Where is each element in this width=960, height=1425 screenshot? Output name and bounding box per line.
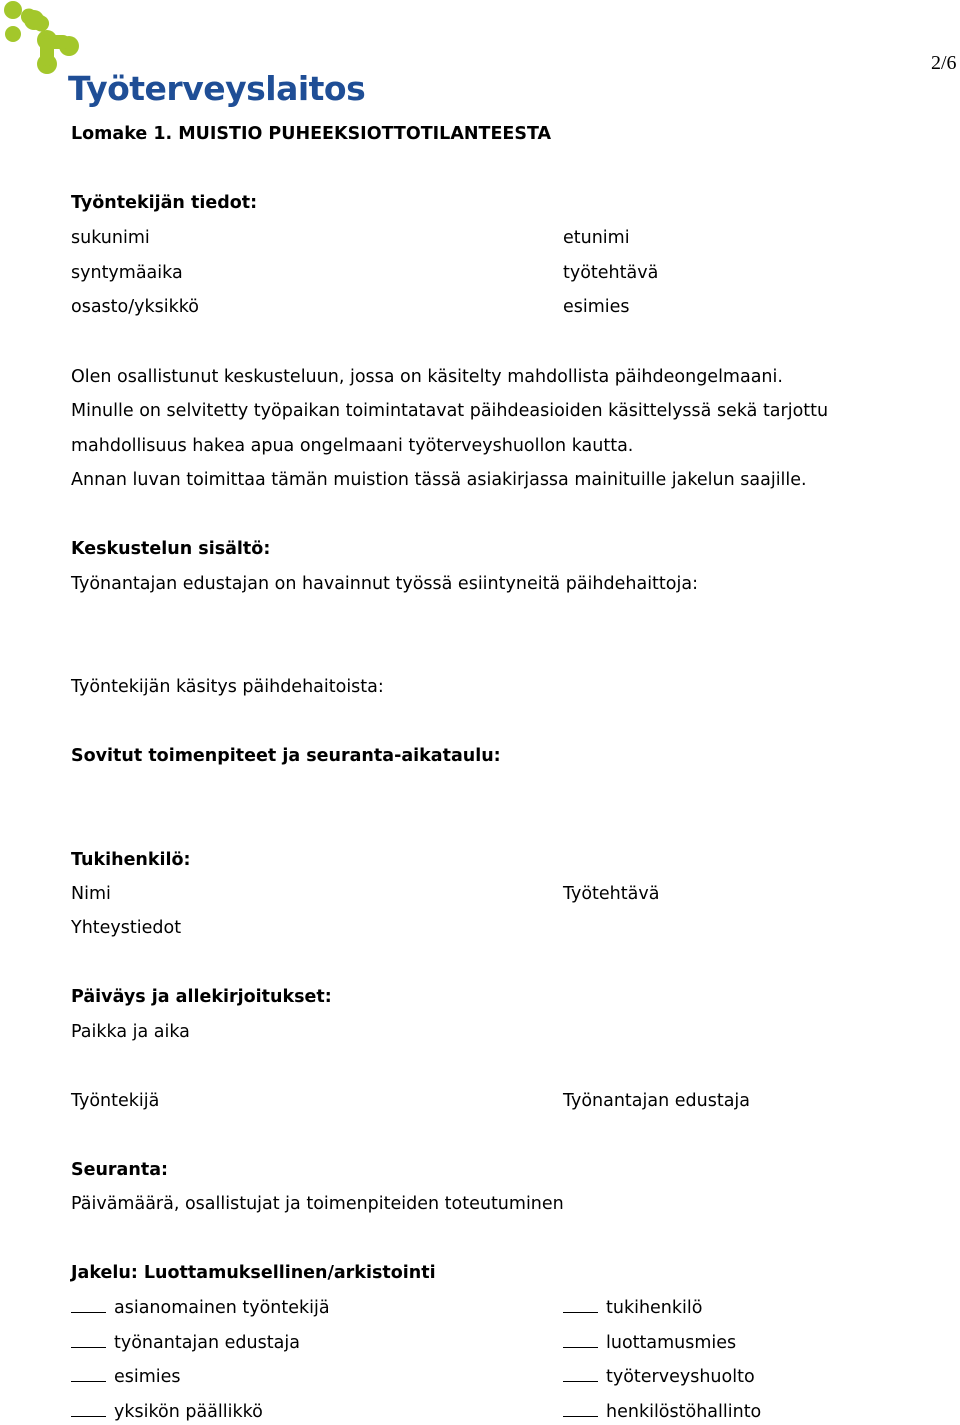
logo-wordmark: Työterveyslaitos [68, 69, 366, 108]
employee-section-heading: Työntekijän tiedot: [71, 193, 258, 213]
checkbox-blank[interactable] [71, 1380, 106, 1382]
distribution-item: henkilöstöhallinto [563, 1404, 761, 1422]
page-number: 2/6 [931, 52, 957, 74]
checkbox-blank[interactable] [71, 1415, 106, 1417]
support-job-label: Työtehtävä [563, 884, 660, 904]
distribution-item: tukihenkilö [563, 1300, 702, 1318]
checkbox-blank[interactable] [71, 1346, 106, 1348]
employer-observation-label: Työnantajan edustajan on havainnut työssä esiintyneitä päihdehaittoja: [71, 574, 698, 594]
support-name-label: Nimi [71, 884, 111, 904]
checkbox-blank[interactable] [71, 1311, 106, 1313]
support-person-heading: Tukihenkilö: [71, 850, 191, 870]
statement-line: Minulle on selvitetty työpaikan toimintatavat päihdeasioiden käsittelyssä sekä tarjottu [71, 401, 829, 421]
field-label-job-title: työtehtävä [563, 263, 659, 283]
signatures-heading: Päiväys ja allekirjoitukset: [71, 987, 332, 1007]
place-time-label: Paikka ja aika [71, 1022, 190, 1042]
checkbox-blank[interactable] [563, 1346, 598, 1348]
checkbox-blank[interactable] [563, 1311, 598, 1313]
statement-line: Olen osallistunut keskusteluun, jossa on käsitelty mahdollista päihdeongelmaani. [71, 367, 783, 387]
distribution-item: työterveyshuolto [563, 1369, 755, 1387]
distribution-item: luottamusmies [563, 1335, 736, 1353]
distribution-item: yksikön päällikkö [71, 1404, 263, 1422]
field-label-last-name: sukunimi [71, 228, 150, 248]
distribution-item: asianomainen työntekijä [71, 1300, 330, 1318]
distribution-heading: Jakelu: Luottamuksellinen/arkistointi [71, 1263, 436, 1283]
employee-signature-label: Työntekijä [71, 1091, 160, 1111]
field-label-birth-date: syntymäaika [71, 263, 183, 283]
employer-signature-label: Työnantajan edustaja [563, 1091, 751, 1111]
employee-view-label: Työntekijän käsitys päihdehaitoista: [71, 677, 384, 697]
field-label-first-name: etunimi [563, 228, 630, 248]
checkbox-blank[interactable] [563, 1415, 598, 1417]
statement-line: mahdollisuus hakea apua ongelmaani työterveyshuollon kautta. [71, 436, 634, 456]
field-label-supervisor: esimies [563, 297, 630, 317]
followup-text: Päivämäärä, osallistujat ja toimenpiteiden toteutuminen [71, 1194, 564, 1214]
followup-heading: Seuranta: [71, 1160, 169, 1180]
distribution-item: työnantajan edustaja [71, 1335, 300, 1353]
discussion-heading: Keskustelun sisältö: [71, 539, 271, 559]
checkbox-blank[interactable] [563, 1380, 598, 1382]
support-contact-label: Yhteystiedot [71, 918, 182, 938]
form-title: Lomake 1. MUISTIO PUHEEKSIOTTOTILANTEESTA [71, 124, 552, 144]
statement-line: Annan luvan toimittaa tämän muistion tässä asiakirjassa mainituille jakelun saajille. [71, 470, 807, 490]
measures-heading: Sovitut toimenpiteet ja seuranta-aikataulu: [71, 746, 501, 766]
distribution-item: esimies [71, 1369, 181, 1387]
field-label-department: osasto/yksikkö [71, 297, 199, 317]
